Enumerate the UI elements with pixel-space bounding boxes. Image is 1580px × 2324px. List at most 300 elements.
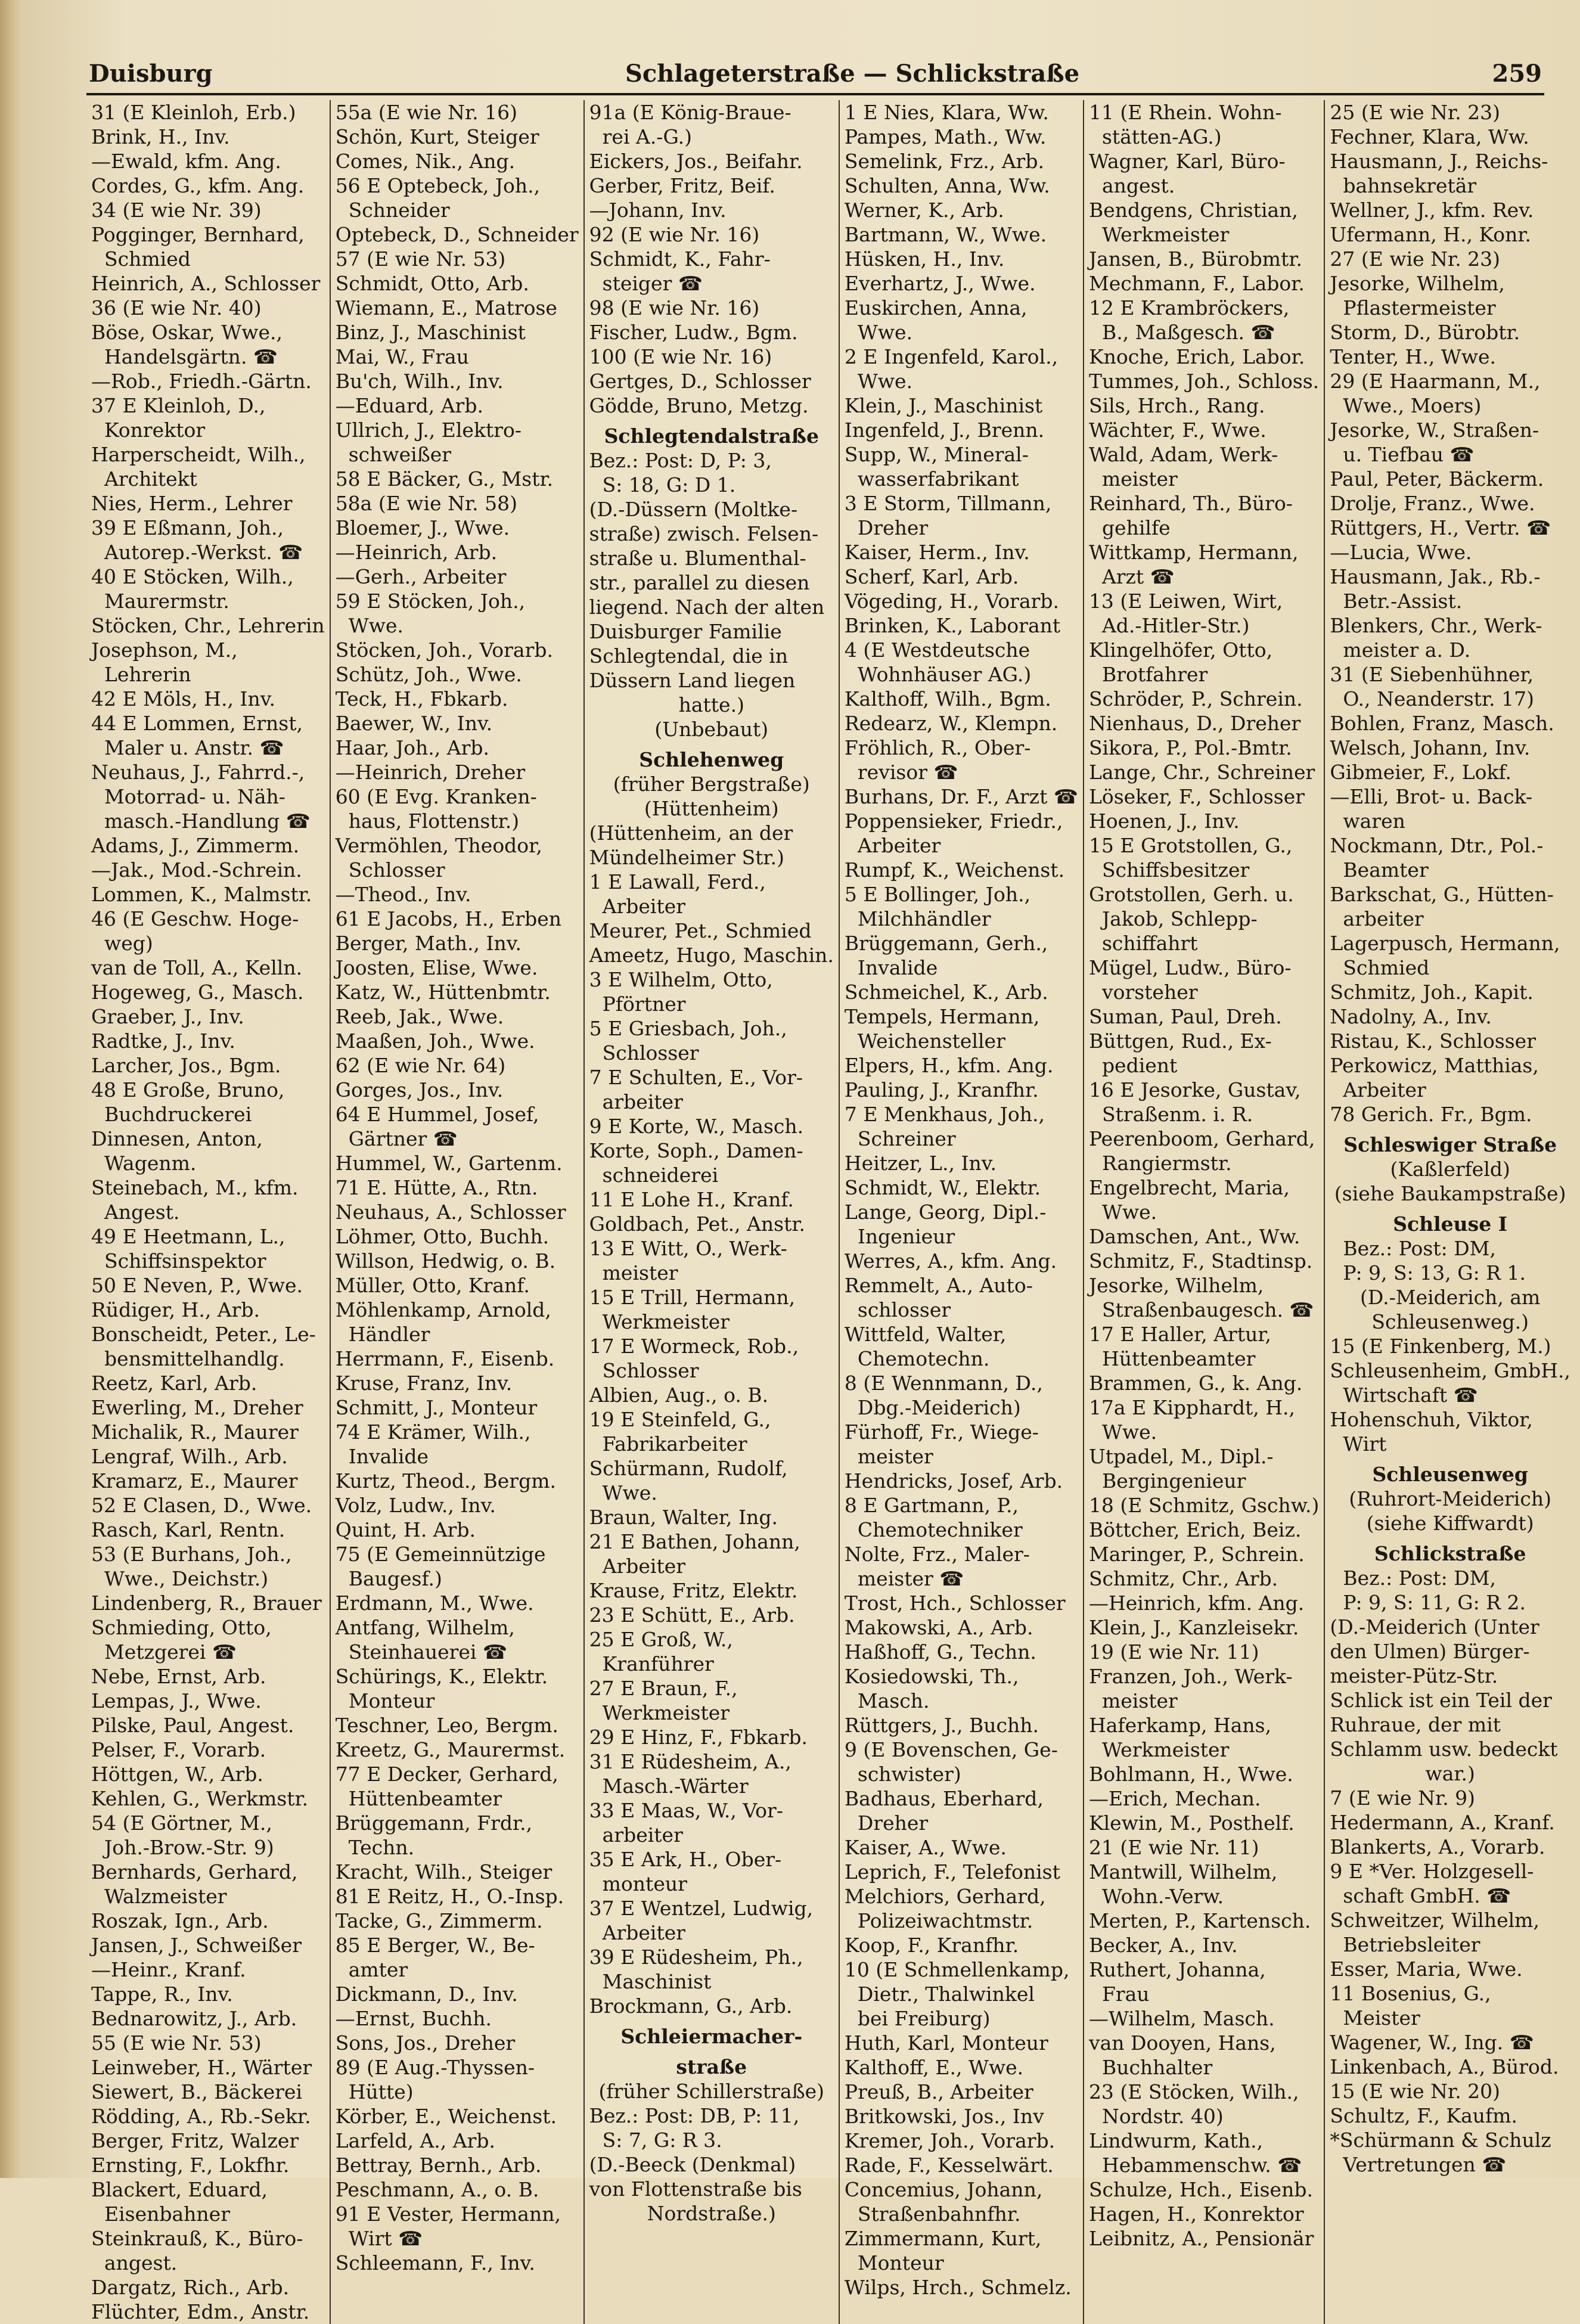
directory-entry: Blenkers, Chr., Werk- (1330, 614, 1542, 637)
directory-entry-continuation: Schiffsbesitzer (1101, 858, 1250, 882)
directory-entry: Kramarz, E., Maurer (91, 1469, 298, 1493)
directory-entry: Wagner, Karl, Büro- (1088, 150, 1286, 173)
directory-entry-continuation: Straßenbaugesch. ☎ (1101, 1298, 1314, 1321)
directory-entry: Wittfeld, Walter, (844, 1323, 1007, 1346)
directory-entry-continuation: pedient (1101, 1054, 1178, 1077)
directory-entry-continuation: Schlosser (602, 1041, 699, 1065)
directory-entry: Braun, Walter, Ing. (589, 1506, 778, 1529)
directory-entry: liegend. Nach der alten (589, 595, 825, 619)
directory-entry-continuation: Jakob, Schlepp- (1101, 907, 1258, 930)
directory-entry-continuation: Masch.-Wärter (602, 1774, 749, 1798)
directory-entry: Bonscheidt, Peter., Le- (91, 1323, 316, 1346)
directory-entry-continuation: schneiderei (602, 1163, 719, 1187)
directory-entry-continuation: Hebammenschw. ☎ (1101, 2154, 1302, 2177)
directory-entry-continuation: schweißer (348, 443, 452, 466)
directory-entry: Euskirchen, Anna, (844, 296, 1028, 319)
directory-entry-continuation: Betr.-Assist. (1343, 589, 1463, 613)
directory-entry: 62 (E wie Nr. 64) (335, 1054, 506, 1077)
directory-entry: (D.-Düssern (Moltke- (589, 498, 798, 521)
directory-entry: 58a (E wie Nr. 58) (335, 492, 517, 515)
directory-entry: Körber, E., Weichenst. (335, 2105, 557, 2128)
directory-entry: Lindenberg, R., Brauer (91, 1591, 322, 1615)
directory-entry: 55a (E wie Nr. 16) (335, 101, 517, 124)
directory-entry: Rasch, Karl, Rentn. (91, 1518, 285, 1541)
directory-entry: Reinhard, Th., Büro- (1088, 492, 1293, 515)
directory-entry: 48 E Große, Bruno, (91, 1078, 285, 1102)
directory-entry-continuation: schwister) (857, 1763, 961, 1786)
directory-entry: Hogeweg, G., Masch. (91, 981, 304, 1004)
directory-entry: Düssern Land liegen (589, 669, 796, 692)
street-heading: straße (676, 2055, 747, 2078)
directory-entry: Wald, Adam, Werk- (1088, 443, 1278, 466)
directory-entry: —Ewald, kfm. Ang. (91, 150, 281, 173)
directory-entry: Schmidt, W., Elektr. (844, 1176, 1041, 1199)
directory-entry: 13 (E Leiwen, Wirt, (1088, 589, 1283, 613)
directory-entry: 54 (E Görtner, M., (91, 1811, 272, 1835)
directory-entry: Schulze, Hch., Eisenb. (1088, 2178, 1313, 2201)
directory-entry: Maaßen, Joh., Wwe. (335, 1029, 535, 1053)
directory-entry: Hedermann, A., Kranf. (1330, 1811, 1555, 1834)
directory-entry-continuation: angest. (1101, 174, 1175, 197)
directory-entry: Nebe, Ernst, Arb. (91, 1665, 266, 1688)
directory-entry: Nies, Herm., Lehrer (91, 492, 293, 515)
directory-entry: Jesorke, Wilhelm, (1088, 1274, 1264, 1297)
directory-entry: Makowski, A., Arb. (844, 1616, 1033, 1639)
directory-entry: Peerenboom, Gerhard, (1088, 1127, 1315, 1150)
directory-entry: Larfeld, A., Arb. (335, 2129, 495, 2152)
directory-entry-continuation: schaft GmbH. ☎ (1343, 1884, 1511, 1907)
directory-entry: Brüggemann, Frdr., (335, 1811, 533, 1835)
header-city: Duisburg (89, 60, 213, 88)
directory-entry: Büttgen, Rud., Ex- (1088, 1029, 1272, 1053)
directory-entry-continuation: Wwe. (602, 1481, 657, 1504)
directory-entry-continuation: Nordstr. 40) (1101, 2105, 1224, 2128)
directory-entry-continuation: Arbeiter (602, 1921, 686, 1944)
street-note: (siehe Kiffwardt) (1366, 1512, 1534, 1535)
directory-entry: Nockmann, Dtr., Pol.- (1330, 834, 1544, 857)
directory-entry: Tummes, Joh., Schloss. (1088, 370, 1320, 393)
directory-entry: Leprich, F., Telefonist (844, 1860, 1060, 1884)
directory-entry: Huth, Karl, Monteur (844, 2031, 1048, 2055)
directory-entry-continuation: amter (348, 1958, 408, 1981)
directory-entry: Tappe, R., Inv. (91, 1982, 233, 2006)
directory-entry-continuation: Brotfahrer (1101, 663, 1208, 686)
directory-entry: Knoche, Erich, Labor. (1088, 345, 1305, 368)
directory-entry: Goldbach, Pet., Anstr. (589, 1212, 805, 1236)
directory-entry: 91a (E König-Braue- (589, 101, 791, 124)
directory-entry: Fischer, Ludw., Bgm. (589, 321, 798, 344)
directory-entry: Optebeck, D., Schneider (335, 223, 579, 246)
directory-entry-continuation: Walzmeister (104, 1885, 227, 1908)
directory-entry: 23 (E Stöcken, Wilh., (1088, 2080, 1299, 2103)
directory-entry: Bernhards, Gerhard, (91, 1860, 298, 1884)
directory-entry-continuation: Techn. (348, 1836, 415, 1859)
directory-entry: Korte, Soph., Damen- (589, 1139, 803, 1162)
directory-entry: *Schürmann & Schulz (1330, 2128, 1551, 2152)
directory-entry: Brockmann, G., Arb. (589, 1994, 793, 2018)
directory-entry: 19 (E wie Nr. 11) (1088, 1640, 1259, 1664)
directory-entry-continuation: Handelsgärtn. ☎ (104, 345, 278, 368)
directory-entry: Elpers, H., kfm. Ang. (844, 1054, 1054, 1077)
directory-entry: Teschner, Leo, Bergm. (335, 1714, 558, 1737)
directory-entry: 36 (E wie Nr. 40) (91, 296, 262, 319)
directory-entry-continuation: stätten-AG.) (1101, 125, 1222, 148)
directory-entry: Flüchter, Edm., Anstr. (91, 2300, 310, 2323)
directory-entry: 23 E Schütt, E., Arb. (589, 1603, 795, 1627)
street-heading: Schleswiger Straße (1343, 1133, 1557, 1156)
column-1 (86, 100, 330, 2324)
directory-entry: Welsch, Johann, Inv. (1330, 736, 1531, 759)
directory-entry: 10 (E Schmellenkamp, (844, 1958, 1070, 1981)
directory-entry: Jesorke, Wilhelm, (1330, 272, 1505, 295)
directory-entry: 25 E Groß, W., (589, 1628, 733, 1651)
directory-entry: Harperscheidt, Wilh., (91, 443, 306, 466)
directory-entry-continuation: bei Freiburg) (857, 2007, 991, 2030)
directory-entry: Dickmann, D., Inv. (335, 1982, 518, 2006)
directory-entry: 57 (E wie Nr. 53) (335, 247, 506, 271)
street-heading: Schleuse I (1393, 1212, 1508, 1236)
directory-entry-continuation: Chemotechniker (857, 1518, 1023, 1541)
directory-entry-continuation: Dietr., Thalwinkel (857, 1982, 1035, 2006)
directory-entry-continuation: meister a. D. (1343, 638, 1471, 662)
directory-entry-continuation: Bergingenieur (1101, 1469, 1246, 1493)
directory-entry: 85 E Berger, W., Be- (335, 1934, 535, 1957)
directory-entry-continuation: Ad.-Hitler-Str.) (1101, 614, 1250, 637)
directory-entry: Schürings, K., Elektr. (335, 1665, 548, 1688)
directory-entry-continuation: Autorep.-Werkst. ☎ (104, 541, 303, 564)
directory-entry: Jansen, B., Bürobmtr. (1088, 247, 1302, 271)
directory-entry: 56 E Optebeck, Joh., (335, 174, 541, 197)
directory-entry-continuation: Buchdruckerei (104, 1103, 252, 1126)
directory-entry: Semelink, Frz., Arb. (844, 150, 1044, 173)
directory-entry: Wagener, W., Ing. ☎ (1330, 2031, 1534, 2054)
directory-entry: Damschen, Ant., Ww. (1088, 1225, 1300, 1248)
directory-entry: 15 E Trill, Hermann, (589, 1286, 796, 1309)
column-2 (330, 100, 583, 2324)
directory-entry-continuation: Werkmeister (1101, 1738, 1230, 1761)
street-note: Nordstraße.) (647, 2202, 776, 2225)
directory-entry: 55 (E wie Nr. 53) (91, 2031, 262, 2055)
directory-entry: Schweitzer, Wilhelm, (1330, 1909, 1539, 1932)
directory-entry: Merten, P., Kartensch. (1088, 1909, 1311, 1932)
directory-entry: Suman, Paul, Dreh. (1088, 1005, 1282, 1028)
directory-entry: van Dooyen, Hans, (1088, 2031, 1276, 2055)
directory-entry-continuation: Betriebsleiter (1343, 1933, 1480, 1956)
directory-entry-continuation: Weichensteller (857, 1029, 1005, 1053)
directory-entry: Becker, A., Inv. (1088, 1934, 1238, 1957)
street-heading: Schlickstraße (1374, 1542, 1526, 1565)
directory-entry: Roszak, Ign., Arb. (91, 1909, 269, 1932)
directory-entry: 5 E Bollinger, Joh., (844, 883, 1031, 906)
directory-entry-continuation: meister ☎ (857, 1567, 964, 1590)
directory-entry-continuation: Wohn.-Verw. (1101, 1885, 1224, 1908)
directory-entry: Werres, A., kfm. Ang. (844, 1249, 1057, 1273)
directory-entry-continuation: meister (1101, 1689, 1178, 1712)
directory-entry: Lempas, J., Wwe. (91, 1689, 262, 1712)
page-header (86, 60, 1544, 95)
directory-entry-continuation: Dreher (857, 1811, 929, 1835)
directory-entry-continuation: Invalide (348, 1445, 429, 1468)
directory-entry-continuation: schiffahrt (1101, 932, 1198, 955)
directory-entry: 7 E Schulten, E., Vor- (589, 1066, 803, 1089)
directory-entry: Binz, J., Maschinist (335, 321, 526, 344)
directory-entry: Mügel, Ludw., Büro- (1088, 956, 1292, 979)
directory-entry: 31 E Rüdesheim, A., (589, 1750, 791, 1773)
directory-entry: Peschmann, A., o. B. (335, 2178, 539, 2201)
directory-entry-continuation: Straßenm. i. R. (1101, 1103, 1253, 1126)
directory-entry: Kaiser, Herm., Inv. (844, 541, 1030, 564)
directory-entry: Volz, Ludw., Inv. (335, 1494, 496, 1517)
directory-entry: Tenter, H., Wwe. (1330, 345, 1497, 368)
directory-entry-continuation: Metzgerei ☎ (104, 1640, 237, 1664)
directory-entry-continuation: arbeiter (602, 1823, 683, 1847)
directory-entry-continuation: Schreiner (857, 1127, 956, 1150)
directory-entry-continuation: B., Maßgesch. ☎ (1101, 321, 1275, 344)
directory-entry-continuation: masch.-Handlung ☎ (104, 809, 311, 833)
directory-entry-continuation: Schlosser (602, 1359, 699, 1382)
directory-entry-continuation: waren (1343, 809, 1405, 833)
directory-entry-continuation: wasserfabrikant (857, 467, 1019, 491)
directory-entry: 9 E Korte, W., Masch. (589, 1115, 804, 1138)
directory-entry: 4 (E Westdeutsche (844, 638, 1030, 662)
directory-entry: —Erich, Mechan. (1088, 1787, 1261, 1810)
directory-entry: Fechner, Klara, Ww. (1330, 125, 1529, 148)
directory-entry: str., parallel zu diesen (589, 571, 810, 594)
directory-entry: 89 (E Aug.-Thyssen- (335, 2056, 535, 2079)
directory-entry: Bez.: Post: D, P: 3, (589, 449, 772, 472)
street-note: hatte.) (678, 693, 744, 716)
directory-entry-continuation: Motorrad- u. Näh- (104, 785, 285, 808)
directory-entry: Britkowski, Jos., Inv (844, 2105, 1044, 2128)
directory-entry-continuation: Werkmeister (1101, 223, 1230, 246)
directory-entry: —Eduard, Arb. (335, 394, 483, 417)
directory-entry-continuation: arbeiter (602, 1090, 683, 1113)
directory-entry-continuation: Wwe., Deichstr.) (104, 1567, 269, 1590)
directory-entry: Schmeichel, K., Arb. (844, 981, 1048, 1004)
directory-entry: Joosten, Elise, Wwe. (335, 956, 538, 979)
directory-entry-continuation: Architekt (104, 467, 197, 491)
column-4 (839, 100, 1083, 2324)
directory-entry: Bartmann, W., Wwe. (844, 223, 1047, 246)
directory-entry: 29 (E Haarmann, M., (1330, 370, 1541, 393)
directory-entry: Sils, Hrch., Rang. (1088, 394, 1265, 417)
directory-entry-continuation: monteur (602, 1872, 687, 1895)
directory-entry-continuation: Wwe. (1101, 1420, 1157, 1444)
directory-entry: Schmitz, F., Stadtinsp. (1088, 1249, 1313, 1273)
directory-entry: Lange, Chr., Schreiner (1088, 761, 1315, 784)
directory-entry-continuation: Angest. (104, 1200, 180, 1224)
directory-entry: Comes, Nik., Ang. (335, 150, 516, 173)
directory-entry: Gorges, Jos., Inv. (335, 1078, 504, 1102)
directory-entry: Brüggemann, Gerh., (844, 932, 1048, 955)
directory-entry: Storm, D., Bürobtr. (1330, 321, 1520, 344)
directory-entry: 15 E Grotstollen, G., (1088, 834, 1293, 857)
directory-entry-continuation: Schmied (104, 247, 191, 271)
directory-entry: Redearz, W., Klempn. (844, 712, 1058, 735)
directory-entry-continuation: Konrektor (104, 418, 206, 442)
directory-entry: Ameetz, Hugo, Maschin. (589, 944, 834, 967)
directory-entry: Schlick ist ein Teil der (1330, 1689, 1552, 1712)
directory-entry: 15 (E Finkenberg, M.) (1330, 1335, 1551, 1358)
directory-entry: Nolte, Frz., Maler- (844, 1543, 1030, 1566)
directory-entry-continuation: Eisenbahner (104, 2202, 230, 2226)
directory-entry: Sikora, P., Pol.-Bmtr. (1088, 736, 1292, 759)
directory-entry: Schön, Kurt, Steiger (335, 125, 539, 148)
directory-entry: 5 E Griesbach, Joh., (589, 1017, 787, 1040)
directory-entry: 53 (E Burhans, Joh., (91, 1543, 292, 1566)
directory-entry: 17a E Kipphardt, H., (1088, 1396, 1295, 1419)
street-note: Schleusenweg.) (1371, 1310, 1529, 1333)
directory-entry: —Lucia, Wwe. (1330, 541, 1472, 564)
directory-entry: —Jak., Mod.-Schrein. (91, 858, 302, 882)
directory-entry-continuation: Ingenieur (857, 1225, 955, 1248)
directory-entry-continuation: Wohnhäuser AG.) (857, 663, 1032, 686)
street-heading: Schleiermacher- (620, 2025, 803, 2048)
directory-entry-continuation: Wagenm. (104, 1152, 197, 1175)
directory-entry: Lindwurm, Kath., (1088, 2129, 1264, 2152)
directory-entry-continuation: P: 9, S: 11, G: R 2. (1343, 1591, 1526, 1614)
directory-entry: Vermöhlen, Theodor, (335, 834, 542, 857)
directory-entry: Wächter, F., Wwe. (1088, 418, 1267, 442)
directory-entry-continuation: Arbeiter (602, 895, 686, 918)
directory-entry: 1 E Lawall, Ferd., (589, 870, 766, 893)
directory-entry: Schröder, P., Schrein. (1088, 687, 1303, 710)
directory-entry: Neuhaus, J., Fahrrd.-, (91, 761, 305, 784)
directory-entry: Bu'ch, Wilh., Inv. (335, 370, 504, 393)
directory-entry-continuation: Monteur (348, 1689, 435, 1712)
directory-entry: Kracht, Wilh., Steiger (335, 1860, 552, 1884)
directory-entry-continuation: Wwe. (348, 614, 403, 637)
directory-entry: Kehlen, G., Werkmstr. (91, 1787, 309, 1810)
directory-entry: Klein, J., Kanzleisekr. (1088, 1616, 1299, 1639)
directory-entry-continuation: Werkmeister (602, 1701, 730, 1724)
directory-entry: 33 E Maas, W., Vor- (589, 1799, 783, 1822)
directory-entry: Herrmann, F., Eisenb. (335, 1347, 555, 1370)
directory-entry-continuation: bahnsekretär (1343, 174, 1477, 197)
directory-entry: 34 (E wie Nr. 39) (91, 198, 262, 222)
directory-entry: Heinrich, A., Schlosser (91, 272, 321, 295)
directory-entry: 35 E Ark, H., Ober- (589, 1848, 782, 1871)
directory-entry: Kremer, Joh., Vorarb. (844, 2129, 1056, 2152)
directory-entry: 31 (E Siebenhühner, (1330, 663, 1534, 686)
directory-entry: Nadolny, A., Inv. (1330, 1005, 1492, 1028)
directory-entry: Preuß, B., Arbeiter (844, 2080, 1033, 2103)
directory-entry: Everhartz, J., Wwe. (844, 272, 1036, 295)
directory-entry: Stöcken, Joh., Vorarb. (335, 638, 553, 662)
directory-entry: —Wilhelm, Masch. (1088, 2007, 1275, 2030)
directory-entry: Tacke, G., Zimmerm. (335, 1909, 543, 1932)
directory-entry: 75 (E Gemeinnützige (335, 1543, 546, 1566)
directory-entry: Fröhlich, R., Ober- (844, 736, 1031, 759)
directory-entry: Kaiser, A., Wwe. (844, 1836, 1007, 1859)
directory-entry-continuation: bensmittelhandlg. (104, 1347, 285, 1370)
street-heading: Schleusenweg (1372, 1463, 1528, 1486)
directory-entry: Wiemann, E., Matrose (335, 296, 557, 319)
directory-entry-continuation: Wirt ☎ (348, 2227, 423, 2250)
directory-entry: Baewer, W., Inv. (335, 712, 493, 735)
directory-entry-continuation: Frau (1101, 1982, 1150, 2006)
directory-entry: Vögeding, H., Vorarb. (844, 589, 1060, 613)
directory-entry: —Heinr., Kranf. (91, 1958, 246, 1981)
directory-entry: Ullrich, J., Elektro- (335, 418, 522, 442)
directory-entry: Hausmann, Jak., Rb.- (1330, 565, 1541, 588)
directory-entry-continuation: meister (857, 1445, 933, 1468)
directory-entry: Kalthoff, Wilh., Bgm. (844, 687, 1051, 710)
street-heading: Schlegtendalstraße (604, 424, 819, 448)
column-3 (583, 100, 839, 2324)
directory-entry: Scherf, Karl, Arb. (844, 565, 1019, 588)
directory-entry: 46 (E Geschw. Hoge- (91, 907, 299, 930)
directory-entry: Bloemer, J., Wwe. (335, 516, 510, 539)
directory-entry-continuation: S: 18, G: D 1. (602, 473, 736, 497)
directory-entry: Utpadel, M., Dipl.- (1088, 1445, 1274, 1468)
directory-entry: Rade, F., Kesselwärt. (844, 2154, 1054, 2177)
directory-entry-continuation: haus, Flottenstr.) (348, 809, 520, 833)
directory-entry-continuation: revisor ☎ (857, 761, 958, 784)
directory-entry: Ingenfeld, J., Brenn. (844, 418, 1045, 442)
directory-entry: Pilske, Paul, Angest. (91, 1714, 294, 1737)
directory-entry-continuation: Dbg.-Meiderich) (857, 1396, 1021, 1419)
directory-entry: Rüttgers, H., Vertr. ☎ (1330, 516, 1551, 539)
directory-entry: Mündelheimer Str.) (589, 846, 784, 869)
directory-entry-continuation: rei A.-G.) (602, 125, 693, 148)
directory-entry: 12 E Krambröckers, (1088, 296, 1290, 319)
directory-entry: Möhlenkamp, Arnold, (335, 1298, 551, 1321)
directory-entry: Badhaus, Eberhard, (844, 1787, 1044, 1810)
directory-entry-continuation: Hüttenbeamter (348, 1787, 502, 1810)
directory-entry-continuation: u. Tiefbau ☎ (1343, 443, 1475, 466)
directory-entry: Cordes, G., kfm. Ang. (91, 174, 305, 197)
directory-entry: Pogginger, Bernhard, (91, 223, 305, 246)
directory-entry: Barkschat, G., Hütten- (1330, 883, 1554, 906)
directory-entry: Müller, Otto, Kranf. (335, 1274, 530, 1297)
directory-entry: 58 E Bäcker, G., Mstr. (335, 467, 554, 491)
directory-entry-continuation: steiger ☎ (602, 272, 703, 295)
directory-entry: Hagen, H., Konrektor (1088, 2202, 1304, 2226)
directory-entry-continuation: Pförtner (602, 992, 686, 1016)
directory-entry: Ruhraue, der mit (1330, 1713, 1501, 1736)
directory-entry: 17 E Haller, Artur, (1088, 1323, 1271, 1346)
directory-entry-continuation: Steinhauerei ☎ (348, 1640, 508, 1664)
directory-entry-continuation: Milchhändler (857, 907, 991, 930)
directory-entry-continuation: schlosser (857, 1298, 951, 1321)
directory-entry: Radtke, J., Inv. (91, 1029, 235, 1053)
directory-entry: (Hüttenheim, an der (589, 821, 793, 845)
directory-entry-continuation: gehilfe (1101, 516, 1171, 539)
directory-entry: Klingelhöfer, Otto, (1088, 638, 1273, 662)
directory-entry: Böse, Oskar, Wwe., (91, 321, 283, 344)
directory-entry: Michalik, R., Maurer (91, 1420, 299, 1444)
directory-entry-continuation: Chemotechn. (857, 1347, 990, 1370)
directory-entry: Krause, Fritz, Elektr. (589, 1579, 798, 1602)
directory-entry-continuation: vorsteher (1101, 981, 1198, 1004)
directory-entry: 9 (E Bovenschen, Ge- (844, 1738, 1058, 1761)
directory-entry-continuation: Buchhalter (1101, 2056, 1213, 2079)
directory-entry-continuation: Maurermstr. (104, 589, 229, 613)
directory-entry-continuation: O., Neanderstr. 17) (1343, 687, 1534, 710)
directory-entry: —Rob., Friedh.-Gärtn. (91, 370, 312, 393)
directory-entry: Böttcher, Erich, Beiz. (1088, 1518, 1302, 1541)
directory-entry: Klein, J., Maschinist (844, 394, 1043, 417)
directory-entry: den Ulmen) Bürger- (1330, 1640, 1530, 1663)
directory-entry: —Heinrich, kfm. Ang. (1088, 1591, 1305, 1615)
directory-entry: Schulten, Anna, Ww. (844, 174, 1050, 197)
directory-entry: Stöcken, Chr., Lehrerin (91, 614, 325, 637)
directory-entry: Larcher, Jos., Bgm. (91, 1054, 281, 1077)
directory-columns (86, 100, 1570, 2323)
directory-entry: Haßhoff, G., Techn. (844, 1640, 1036, 1664)
directory-entry: Graeber, J., Inv. (91, 1005, 244, 1028)
